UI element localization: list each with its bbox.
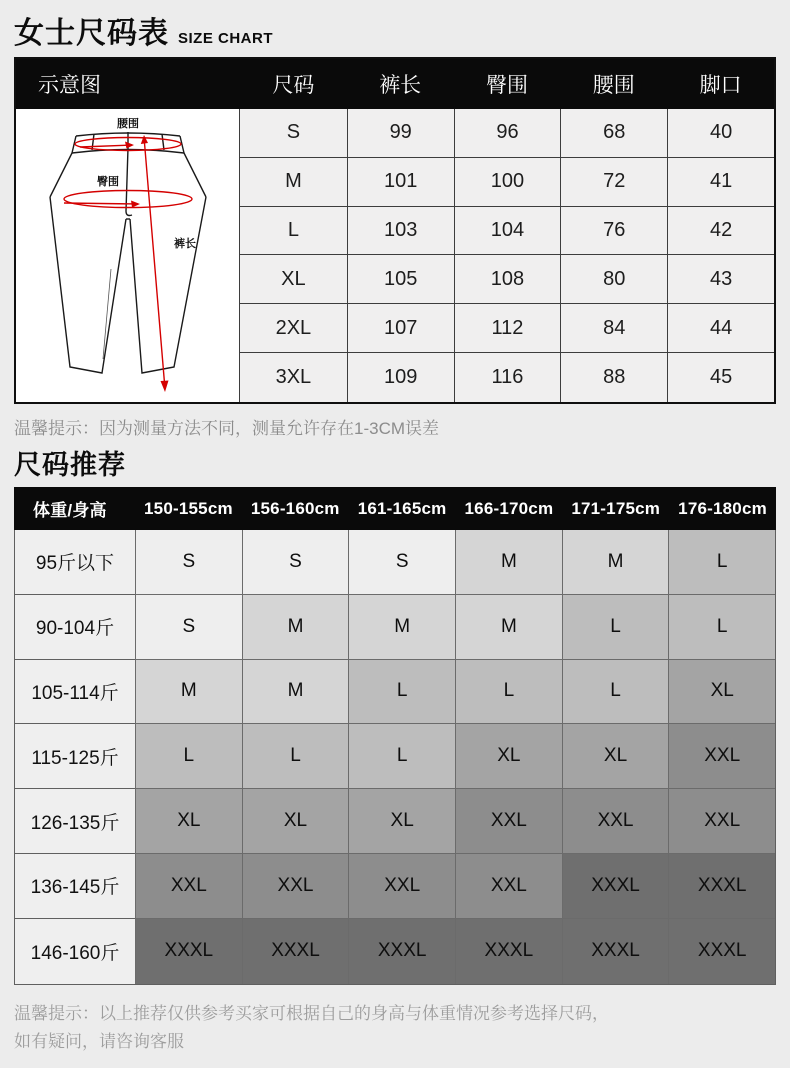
- size-rec-cell: XXXL: [668, 854, 775, 919]
- size-rec-cell: L: [668, 530, 775, 595]
- weight-label: 126-135斤: [15, 789, 135, 854]
- size-rec-cell: M: [455, 530, 562, 595]
- header-height-range: 166-170cm: [464, 498, 554, 518]
- header-weight-height: 体重/身高: [33, 501, 107, 520]
- value-cell: 76: [560, 207, 667, 256]
- value-cell: 80: [560, 255, 667, 304]
- value-cell: 105: [347, 255, 454, 304]
- header-hip: 臀围: [485, 74, 528, 97]
- pants-sketch: [16, 109, 239, 402]
- table-row: [15, 854, 775, 919]
- size-cell: M: [240, 158, 347, 207]
- weight-label: 146-160斤: [15, 919, 135, 984]
- size-rec-cell: XXL: [562, 789, 669, 854]
- header-size: 尺码: [272, 74, 315, 97]
- table-row: [15, 724, 775, 789]
- size-cell: S: [240, 109, 347, 158]
- size-rec-cell: M: [242, 595, 349, 660]
- header-leg-opening: 脚口: [699, 74, 742, 97]
- header-height-range: 161-165cm: [357, 498, 447, 518]
- recommendation-table-body: [14, 530, 776, 985]
- recommend-tip-line2: 如有疑问，请咨询客服: [14, 1032, 184, 1052]
- page-subtitle: SIZE CHART: [178, 30, 273, 47]
- value-cell: 42: [667, 207, 774, 256]
- size-cell: 2XL: [240, 304, 347, 353]
- crease-line: [103, 269, 111, 359]
- header-height-range: 171-175cm: [571, 498, 661, 518]
- value-cell: 103: [347, 207, 454, 256]
- waist-label: 腰围: [117, 118, 139, 130]
- size-rec-cell: XXXL: [135, 919, 242, 984]
- value-cell: 116: [454, 353, 561, 402]
- table-row: [15, 595, 775, 660]
- table-row: [15, 919, 775, 984]
- size-rec-cell: XXL: [455, 789, 562, 854]
- value-cell: 88: [560, 353, 667, 402]
- value-cell: 44: [667, 304, 774, 353]
- measurement-table: [14, 57, 776, 404]
- section-title-recommend: 尺码推荐: [14, 450, 126, 480]
- hip-label: 臀围: [97, 176, 119, 188]
- size-rec-cell: M: [348, 595, 455, 660]
- header-height-range: 156-160cm: [250, 498, 340, 518]
- size-rec-cell: XXXL: [242, 919, 349, 984]
- value-cell: 104: [454, 207, 561, 256]
- size-rec-cell: XXL: [668, 724, 775, 789]
- value-cell: 96: [454, 109, 561, 158]
- header-waist: 腰围: [592, 74, 635, 97]
- value-cell: 43: [667, 255, 774, 304]
- value-cell: 72: [560, 158, 667, 207]
- size-rec-cell: XL: [668, 660, 775, 725]
- value-cell: 84: [560, 304, 667, 353]
- size-rec-cell: XXL: [135, 854, 242, 919]
- size-rec-cell: XXXL: [348, 919, 455, 984]
- value-cell: 100: [454, 158, 561, 207]
- size-rec-cell: L: [242, 724, 349, 789]
- header-pant-length: 裤长: [379, 74, 422, 97]
- recommendation-table: [14, 487, 776, 985]
- size-rec-cell: L: [135, 724, 242, 789]
- waist-measure-arrow: [80, 145, 132, 147]
- size-rec-cell: L: [348, 660, 455, 725]
- size-rec-cell: S: [135, 530, 242, 595]
- table-row: [15, 789, 775, 854]
- header-height-range: 176-180cm: [678, 498, 767, 518]
- weight-label: 115-125斤: [15, 724, 135, 789]
- page-header: [14, 8, 273, 52]
- size-rec-cell: XL: [348, 789, 455, 854]
- value-cell: 109: [347, 353, 454, 402]
- recommend-tip-line1: 温馨提示：以上推荐仅供参考买家可根据自己的身高与体重情况参考选择尺码，: [14, 1004, 609, 1023]
- size-rec-cell: S: [348, 530, 455, 595]
- size-rec-cell: XL: [455, 724, 562, 789]
- waist-arrowhead: [125, 142, 134, 149]
- size-rec-cell: XXXL: [668, 919, 775, 984]
- table-row: [15, 660, 775, 725]
- size-rec-cell: XXL: [455, 854, 562, 919]
- size-rec-cell: XXL: [668, 789, 775, 854]
- recommendation-table-header: [14, 487, 776, 530]
- size-rec-cell: L: [455, 660, 562, 725]
- size-rec-cell: XXL: [348, 854, 455, 919]
- size-rec-cell: S: [242, 530, 349, 595]
- value-cell: 101: [347, 158, 454, 207]
- size-cell: L: [240, 207, 347, 256]
- value-cell: 99: [347, 109, 454, 158]
- table-row: [15, 530, 775, 595]
- measurement-table-header: [16, 59, 774, 109]
- length-arrowhead-down: [161, 381, 169, 393]
- size-cell: 3XL: [240, 353, 347, 402]
- size-rec-cell: M: [562, 530, 669, 595]
- size-rec-cell: L: [562, 660, 669, 725]
- size-rec-cell: XXXL: [562, 919, 669, 984]
- size-rec-cell: M: [135, 660, 242, 725]
- hip-measure-ellipse: [64, 191, 192, 208]
- size-rec-cell: M: [242, 660, 349, 725]
- hip-arrowhead: [131, 201, 140, 208]
- weight-label: 95斤以下: [15, 530, 135, 595]
- page-title: 女士尺码表: [14, 17, 169, 50]
- size-rec-cell: S: [135, 595, 242, 660]
- size-rec-cell: L: [668, 595, 775, 660]
- size-rec-cell: XL: [135, 789, 242, 854]
- value-cell: 112: [454, 304, 561, 353]
- size-cell: XL: [240, 255, 347, 304]
- value-cell: 41: [667, 158, 774, 207]
- recommend-tip: [14, 1000, 609, 1056]
- value-cell: 68: [560, 109, 667, 158]
- header-height-range: 150-155cm: [144, 498, 233, 518]
- size-rec-cell: M: [455, 595, 562, 660]
- size-rec-cell: XXXL: [562, 854, 669, 919]
- size-rec-cell: L: [348, 724, 455, 789]
- value-cell: 40: [667, 109, 774, 158]
- pants-diagram: [16, 109, 240, 402]
- weight-label: 90-104斤: [15, 595, 135, 660]
- value-cell: 107: [347, 304, 454, 353]
- measure-lines: [64, 137, 192, 389]
- length-label: 裤长: [174, 238, 196, 250]
- header-diagram: 示意图: [38, 74, 101, 97]
- value-cell: 108: [454, 255, 561, 304]
- value-cell: 45: [667, 353, 774, 402]
- hip-measure-arrow: [64, 203, 138, 204]
- size-rec-cell: XXXL: [455, 919, 562, 984]
- size-rec-cell: XXL: [242, 854, 349, 919]
- measure-tip: 温馨提示：因为测量方法不同，测量允许存在1-3CM误差: [14, 419, 440, 438]
- weight-label: 105-114斤: [15, 660, 135, 725]
- measurement-grid: [240, 109, 774, 402]
- size-rec-cell: XL: [562, 724, 669, 789]
- size-rec-cell: XL: [242, 789, 349, 854]
- length-arrowhead-up: [141, 135, 148, 144]
- weight-label: 136-145斤: [15, 854, 135, 919]
- length-measure-line: [144, 137, 165, 389]
- size-rec-cell: L: [562, 595, 669, 660]
